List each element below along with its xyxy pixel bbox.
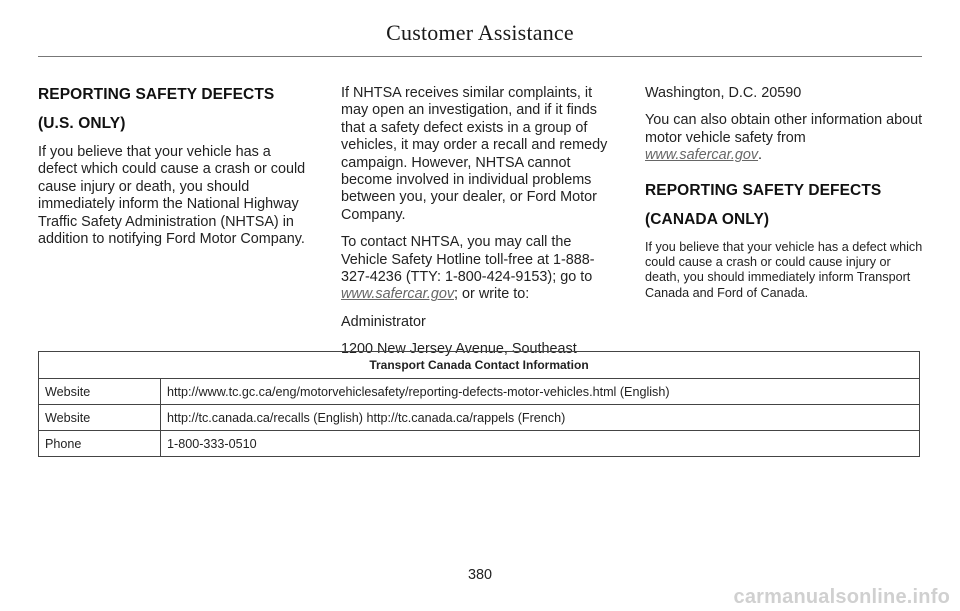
section-heading-canada [645,181,925,230]
table-title: Transport Canada Contact Information [39,352,920,379]
safercar-link[interactable]: www.safercar.gov [341,286,455,303]
table-row [39,431,920,457]
row-label: Website [39,379,161,405]
info-text: You can also obtain other information about motor vehicle safety from [645,112,923,146]
row-value: http://www.tc.gc.ca/eng/motorvehiclesafety/reporting-defects-motor-vehicles.html (English) [161,379,920,405]
header-divider [38,56,922,57]
transport-canada-contact-table [38,351,920,457]
page-title: Customer Assistance [386,20,574,45]
heading-subline: (CANADA ONLY) [645,210,770,228]
contact-text: To contact NHTSA, you may call the Vehicle Safety Hotline toll-free at 1-888-327-4236 (TTY: 1-800-424-9153); go to [341,234,595,286]
paragraph-more-info [645,112,925,164]
row-value: http://tc.canada.ca/recalls (English) http://tc.canada.ca/rappels (French) [161,405,920,431]
info-text-end: . [758,147,763,164]
table-row [39,405,920,431]
paragraph-nhtsa-contact [341,234,621,304]
heading-line: REPORTING SAFETY DEFECTS [38,86,275,103]
page-number: 380 [467,567,492,583]
heading-subline: (U.S. ONLY) [38,115,126,132]
paragraph-us-defect: If you believe that your vehicle has a defect which could cause a crash or could cause injury or death, you should immediately inform the National Highway Traffic Safety Administration (NHTSA) in addition to notifying Ford Motor Company. [38,144,306,248]
paragraph-nhtsa-complaints: If NHTSA receives similar complaints, it may open an investigation, and if it finds that a safety defect exists in a group of vehicles, it may order a recall and remedy campaign. However, NHTSA cannot become involved in individual problems between you, your dealer, or Ford Motor Company. [341,85,608,223]
address-line: Washington, D.C. 20590 [645,85,802,101]
heading-line: REPORTING SAFETY DEFECTS [645,181,882,199]
address-line: 1200 New Jersey Avenue, Southeast [341,341,577,358]
contact-text-end: ; or write to: [454,286,530,303]
address-line: Administrator [341,313,426,330]
table-row [39,379,920,405]
row-label: Website [39,405,161,431]
watermark-text: carmanualsonline.info [733,586,950,608]
column-us-reporting [38,85,310,258]
row-label: Phone [39,431,161,457]
safercar-link[interactable]: www.safercar.gov [645,147,759,164]
paragraph-canada-defect: If you believe that your vehicle has a defect which could cause a crash or could cause injury or death, you should immediately inform Transport Canada and Ford of Canada. [645,239,923,300]
section-heading-us [38,85,310,134]
column-canada [645,85,925,311]
table-header-row [39,352,920,379]
column-nhtsa [341,85,621,369]
row-value: 1-800-333-0510 [161,431,920,457]
